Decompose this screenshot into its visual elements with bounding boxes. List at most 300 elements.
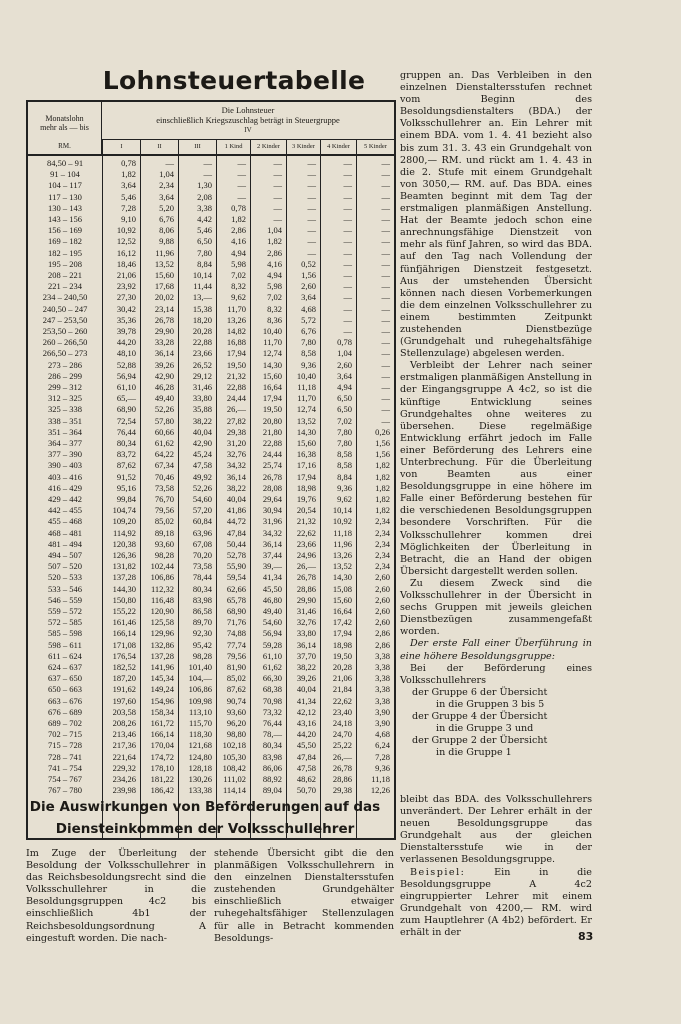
tax-value-cell: 12,74 xyxy=(262,348,282,359)
tax-value-cell: 2,34 xyxy=(375,516,390,527)
tax-value-cell: 39,— xyxy=(262,561,282,572)
tax-value-cell: 3,38 xyxy=(375,684,390,695)
wage-range-cell: 117 – 130 xyxy=(48,191,82,202)
tax-value-cell: — xyxy=(273,169,282,180)
tax-value-cell: 149,24 xyxy=(150,684,174,695)
tax-value-cell: 6,76 xyxy=(159,214,174,224)
tax-value-cell: 34,32 xyxy=(226,460,246,471)
article-subtitle-line1: Die Auswirkungen von Beförderungen auf das xyxy=(29,799,381,815)
tax-value-cell: — xyxy=(343,225,352,236)
tax-value-cell: 115,70 xyxy=(188,718,212,728)
bottom-column-right xyxy=(400,794,592,939)
table-row xyxy=(28,326,394,337)
wage-range-cell: 299 – 312 xyxy=(48,382,82,392)
tax-value-cell: 4,68 xyxy=(375,729,390,740)
right-column-paragraph: gruppen an. Das Verbleiben in den einzelnen Dienstaltersstufen rechnet vom Beginn des Besoldungsdienstalters (BDA.) der Volksschullehrer an. Ein Lehrer mit einem BDA. vom 1. 4. 41 bezieht also bis zum 31. 3. 43 ein Grundgehalt von 2800,— RM. und rückt am 1. 4. 43 in die 2. Stufe mit einem Grundgehalt von 3050,— RM. auf. Das BDA. eines Beamten beginnt mit dem Tag der erstmaligen planmäßigen Anstellung. Hat der Beamte jedoch schon eine anrechnungsfähige Dienstzeit von mehr als fünf Jahren, so wird das BDA. auf den Tag nach Vollendung der fünfjährigen Dienstzeit festgesetzt. Aus der umstehenden Übersicht können nach diesen Vorbemerkungen die dem einzelnen Volksschullehrer zu einem bestimmten Zeitpunkt zustehenden Dienstbezüge (Grundgehalt und ruhegehaltsfähige Stellenzulage) abgelesen werden. xyxy=(400,70,592,360)
tax-value-cell: 70,98 xyxy=(262,695,282,706)
tax-value-cell: 59,54 xyxy=(226,572,246,583)
right-column-paragraph: der Gruppe 2 der Übersicht xyxy=(412,735,548,747)
tax-value-cell: 1,56 xyxy=(375,449,390,460)
tax-value-cell: 26,— xyxy=(226,404,246,415)
tax-value-cell: — xyxy=(381,359,390,370)
tax-value-cell: 76,44 xyxy=(116,426,136,437)
tax-value-cell: 35,36 xyxy=(116,314,136,325)
wage-range-cell: 559 – 572 xyxy=(48,606,82,616)
tax-value-cell: 83,98 xyxy=(262,751,282,762)
tax-value-cell: 7,80 xyxy=(337,438,352,448)
tax-value-cell: 79,56 xyxy=(226,650,246,661)
tax-value-cell: 24,96 xyxy=(296,550,316,560)
table-row xyxy=(28,572,394,583)
tax-value-cell: 1,04 xyxy=(159,169,174,180)
tax-value-cell: 36,14 xyxy=(226,471,246,482)
tax-value-cell: 120,90 xyxy=(150,606,174,616)
tax-value-cell: 2,08 xyxy=(197,191,212,202)
tax-value-cell: 27,30 xyxy=(116,292,136,303)
wage-range-cell: 624 – 637 xyxy=(48,662,82,672)
tax-value-cell: 11,18 xyxy=(297,382,316,392)
tax-value-cell: 80,34 xyxy=(262,740,282,751)
table-row xyxy=(28,158,394,169)
tax-value-cell: 11,96 xyxy=(333,538,352,549)
tax-value-cell: 78,44 xyxy=(192,572,212,583)
tax-value-cell: 17,68 xyxy=(154,281,174,292)
tax-value-cell: 64,22 xyxy=(154,449,174,460)
tax-value-cell: 118,30 xyxy=(188,729,212,740)
month-header-line1: Monatslohn xyxy=(45,114,84,123)
column-header: 2 Kinder xyxy=(250,140,286,154)
column-header: 3 Kinder xyxy=(286,140,320,154)
wage-range-cell: 533 – 546 xyxy=(48,583,82,594)
tax-value-cell: 18,46 xyxy=(116,258,136,269)
tax-value-cell: 9,36 xyxy=(337,482,352,493)
tax-value-cell: 72,54 xyxy=(116,415,136,426)
tax-value-cell: 15,08 xyxy=(332,583,352,594)
tax-value-cell: 22,62 xyxy=(332,695,352,706)
tax-value-cell: 217,36 xyxy=(112,740,136,751)
tax-value-cell: 1,82 xyxy=(267,236,282,247)
tax-value-cell: 109,98 xyxy=(188,695,212,706)
tax-value-cell: 2,34 xyxy=(375,538,390,549)
tax-value-cell: — xyxy=(381,292,390,303)
table-row xyxy=(28,785,394,796)
tax-value-cell: 9,36 xyxy=(375,762,390,773)
wage-range-cell: 494 – 507 xyxy=(48,550,82,560)
table-row xyxy=(28,192,394,203)
tax-value-cell: 50,70 xyxy=(296,785,316,796)
tax-value-cell: 81,90 xyxy=(226,662,246,672)
tax-value-cell: — xyxy=(381,393,390,404)
tax-value-cell: 99,84 xyxy=(116,494,136,504)
tax-value-cell: 6,76 xyxy=(301,326,316,336)
tax-value-cell: 4,16 xyxy=(231,236,246,247)
page-title: Lohnsteuertabelle xyxy=(102,66,366,95)
tax-value-cell: 21,32 xyxy=(296,516,316,527)
tax-value-cell: 0,52 xyxy=(301,258,316,269)
table-row xyxy=(28,729,394,740)
tax-value-cell: 80,34 xyxy=(116,438,136,448)
tax-value-cell: 29,90 xyxy=(296,594,316,605)
wage-range-cell: 273 – 286 xyxy=(48,359,82,370)
tax-value-cell: 66,30 xyxy=(262,673,282,684)
table-row xyxy=(28,718,394,729)
tax-value-cell: — xyxy=(307,225,316,236)
tax-value-cell: 29,64 xyxy=(262,494,282,504)
wage-range-cell: 468 – 481 xyxy=(48,527,82,538)
tax-value-cell: 34,32 xyxy=(262,527,282,538)
tax-value-cell: 52,26 xyxy=(192,482,212,493)
tax-value-cell: 1,82 xyxy=(375,460,390,471)
tax-value-cell: 161,72 xyxy=(150,718,174,728)
table-row xyxy=(28,696,394,707)
table-row xyxy=(28,539,394,550)
tax-value-cell: 8,58 xyxy=(301,348,316,359)
tax-value-cell: 113,10 xyxy=(188,706,212,717)
tax-value-cell: — xyxy=(381,281,390,292)
tax-value-cell: 19,50 xyxy=(262,404,282,415)
tax-value-cell: 93,60 xyxy=(226,706,246,717)
wage-range-cell: 390 – 403 xyxy=(48,460,82,471)
tax-value-cell: — xyxy=(343,281,352,292)
tax-value-cell: 33,28 xyxy=(154,337,174,348)
tax-value-cell: 18,20 xyxy=(192,314,212,325)
tax-value-cell: 17,16 xyxy=(296,460,316,471)
tax-value-cell: — xyxy=(273,202,282,213)
tax-value-cell: 3,64 xyxy=(121,180,136,191)
tax-value-cell: 68,38 xyxy=(262,684,282,695)
tax-value-cell: 61,10 xyxy=(262,650,282,661)
tax-value-cell: 57,20 xyxy=(192,505,212,516)
tax-value-cell: — xyxy=(381,415,390,426)
tax-value-cell: 89,04 xyxy=(262,785,282,796)
tax-value-cell: 191,62 xyxy=(112,684,136,695)
tax-value-cell: 5,46 xyxy=(197,225,212,236)
tax-value-cell: 15,60 xyxy=(332,594,352,605)
bottom-column-middle xyxy=(214,848,394,945)
tax-value-cell: — xyxy=(381,169,390,180)
tax-value-cell: — xyxy=(203,169,212,180)
tax-value-cell: 106,86 xyxy=(150,572,174,583)
table-row xyxy=(28,707,394,718)
table-row xyxy=(28,203,394,214)
wage-range-cell: 481 – 494 xyxy=(48,538,82,549)
table-row xyxy=(28,584,394,595)
tax-value-cell: 50,44 xyxy=(226,538,246,549)
tax-value-cell: 92,30 xyxy=(192,628,212,639)
wage-range-cell: 611 – 624 xyxy=(48,650,82,661)
right-column-paragraph: der Gruppe 6 der Übersicht xyxy=(412,686,548,698)
table-row xyxy=(28,259,394,270)
tax-value-cell: 85,02 xyxy=(154,516,174,527)
tax-value-cell: 203,58 xyxy=(112,706,136,717)
tax-value-cell: 9,62 xyxy=(231,292,246,303)
tax-value-cell: 108,42 xyxy=(222,762,246,773)
wage-range-cell: 84,50 – 91 xyxy=(46,158,84,168)
tax-value-cell: 1,04 xyxy=(267,225,282,236)
group-header xyxy=(102,102,394,140)
tax-value-cell: 2,34 xyxy=(375,527,390,538)
tax-value-cell: — xyxy=(237,158,246,168)
tax-value-cell: 7,02 xyxy=(267,292,282,303)
table-row xyxy=(28,416,394,427)
tax-value-cell: 19,50 xyxy=(226,359,246,370)
tax-value-cell: 102,18 xyxy=(222,740,246,751)
wage-range-cell: 455 – 468 xyxy=(48,516,82,527)
tax-value-cell: 65,78 xyxy=(226,594,246,605)
tax-value-cell: 6,50 xyxy=(197,236,212,247)
tax-value-cell: 21,06 xyxy=(332,673,352,684)
tax-value-cell: 76,70 xyxy=(154,494,174,504)
tax-value-cell: — xyxy=(381,348,390,359)
table-row xyxy=(28,561,394,572)
wage-range-cell: 377 – 390 xyxy=(48,449,82,460)
tax-value-cell: 11,18 xyxy=(333,527,352,538)
wage-range-cell: 663 – 676 xyxy=(48,695,82,706)
tax-value-cell: 2,86 xyxy=(375,628,390,639)
tax-value-cell: 104,— xyxy=(188,673,212,684)
tax-value-cell: 41,34 xyxy=(262,572,282,583)
tax-value-cell: 38,22 xyxy=(296,662,316,672)
tax-value-cell: — xyxy=(381,247,390,258)
tax-value-cell: 178,10 xyxy=(150,762,174,773)
tax-value-cell: — xyxy=(237,169,246,180)
table-row xyxy=(28,225,394,236)
tax-value-cell: 11,70 xyxy=(263,337,282,348)
tax-value-cell: 61,62 xyxy=(262,662,282,672)
example-text: Ein in die Besoldungsgruppe A 4c2 eingruppierter Lehrer mit einem Grundgehalt von 4200,— RM. wird zum Hauptlehrer (A 4b2) befördert. Er erhält in der xyxy=(400,866,592,939)
tax-value-cell: 116,48 xyxy=(150,594,174,605)
tax-value-cell: 39,26 xyxy=(296,673,316,684)
right-column-paragraph: in die Gruppen 3 bis 5 xyxy=(436,698,545,710)
tax-value-cell: 0,78 xyxy=(231,202,246,213)
tax-value-cell: 121,68 xyxy=(188,740,212,751)
tax-value-cell: 10,92 xyxy=(116,225,136,236)
tax-value-cell: 20,54 xyxy=(296,505,316,516)
tax-value-cell: 3,64 xyxy=(301,292,316,303)
tax-value-cell: — xyxy=(343,214,352,224)
tax-value-cell: 55,90 xyxy=(226,561,246,572)
tax-value-cell: 28,86 xyxy=(332,774,352,784)
tax-value-cell: 39,26 xyxy=(154,359,174,370)
tax-value-cell: 181,22 xyxy=(150,774,174,784)
tax-value-cell: 3,90 xyxy=(375,706,390,717)
tax-value-cell: 125,58 xyxy=(150,617,174,628)
tax-value-cell: 48,62 xyxy=(296,774,316,784)
tax-value-cell: 23,92 xyxy=(116,281,136,292)
table-row xyxy=(28,460,394,471)
table-row xyxy=(28,763,394,774)
tax-value-cell: 10,14 xyxy=(192,270,212,280)
wage-range-cell: 429 – 442 xyxy=(48,494,82,504)
table-row xyxy=(28,606,394,617)
tax-value-cell: — xyxy=(343,180,352,191)
tax-value-cell: 26,78 xyxy=(262,471,282,482)
tax-value-cell: 26,78 xyxy=(154,314,174,325)
tax-value-cell: — xyxy=(381,314,390,325)
table-row xyxy=(28,505,394,516)
tax-value-cell: 61,62 xyxy=(154,438,174,448)
tax-value-cell: 8,06 xyxy=(159,225,174,236)
tax-value-cell: 78,— xyxy=(262,729,282,740)
wage-range-cell: 91 – 104 xyxy=(50,169,80,180)
tax-value-cell: 79,56 xyxy=(154,505,174,516)
tax-value-cell: 73,58 xyxy=(192,561,212,572)
tax-value-cell: 13,26 xyxy=(332,550,352,560)
tax-value-cell: 86,58 xyxy=(192,606,212,616)
bottom-left-paragraph: Im Zuge der Überleitung der Besoldung der Volksschullehrer in das Reichsbesoldungsrecht sind die Volksschullehrer in die Besoldungsgruppen 4c2 bis einschließlich 4b1 der Reichsbesoldungsordnung A eingestuft worden. Die nach- xyxy=(26,848,206,944)
tax-value-cell: 16,64 xyxy=(332,606,352,616)
tax-value-cell: 95,16 xyxy=(116,482,136,493)
tax-value-cell: — xyxy=(381,180,390,191)
tax-value-cell: 144,30 xyxy=(112,583,136,594)
tax-value-cell: 61,10 xyxy=(116,382,136,392)
tax-value-cell: 22,88 xyxy=(192,337,212,348)
tax-value-cell: 38,22 xyxy=(192,415,212,426)
tax-value-cell: 49,40 xyxy=(154,393,174,404)
tax-value-cell: 3,90 xyxy=(375,718,390,728)
tax-value-cell: 26,78 xyxy=(332,762,352,773)
tax-value-cell: 155,22 xyxy=(112,606,136,616)
tax-value-cell: — xyxy=(343,236,352,247)
tax-value-cell: 25,74 xyxy=(262,460,282,471)
tax-value-cell: 229,32 xyxy=(112,762,136,773)
tax-value-cell: 26,78 xyxy=(296,572,316,583)
tax-value-cell: 36,14 xyxy=(296,639,316,650)
article-subtitle xyxy=(12,796,398,840)
wage-range-cell: 767 – 780 xyxy=(48,785,82,796)
tax-value-cell: 83,72 xyxy=(116,449,136,460)
tax-value-cell: — xyxy=(381,236,390,247)
table-row xyxy=(28,628,394,639)
example-label: Beispiel: xyxy=(410,866,466,878)
table-row xyxy=(28,382,394,393)
tax-value-cell: 98,28 xyxy=(154,550,174,560)
tax-value-cell: — xyxy=(381,382,390,392)
tax-value-cell: 2,86 xyxy=(375,639,390,650)
tax-value-cell: 49,40 xyxy=(262,606,282,616)
tax-value-cell: 0,26 xyxy=(375,426,390,437)
wage-range-cell: 221 – 234 xyxy=(48,281,82,292)
wage-range-cell: 754 – 767 xyxy=(48,774,82,784)
tax-value-cell: 6,50 xyxy=(337,404,352,415)
tax-value-cell: — xyxy=(273,158,282,168)
tax-value-cell: 54,60 xyxy=(192,494,212,504)
wage-range-cell: 403 – 416 xyxy=(48,471,82,482)
bottom-right-paragraph-1: bleibt das BDA. des Volksschullehrers unverändert. Der Lehrer erhält in der neuen Besoldungsgruppe das Grundgehalt aus der gleichen Dienstaltersstufe wie in der verlassenen Besoldungsgruppe. xyxy=(400,794,592,866)
tax-value-cell: — xyxy=(343,292,352,303)
table-row xyxy=(28,640,394,651)
tax-value-cell: 45,24 xyxy=(192,449,212,460)
tax-value-cell: 40,04 xyxy=(226,494,246,504)
table-row xyxy=(28,550,394,561)
tax-value-cell: 131,82 xyxy=(112,561,136,572)
tax-value-cell: 1,30 xyxy=(197,180,212,191)
tax-value-cell: 40,04 xyxy=(296,684,316,695)
tax-value-cell: — xyxy=(307,180,316,191)
column-header: 4 Kinder xyxy=(320,140,356,154)
wage-range-cell: 676 – 689 xyxy=(48,706,82,717)
tax-value-cell: 16,12 xyxy=(116,247,136,258)
tax-value-cell: 10,40 xyxy=(262,326,282,336)
right-column-paragraph: Zu diesem Zweck sind die Volksschullehrer in der Übersicht in sechs Gruppen mit jeweils gleichen Dienstbezügen zusammengefaßt worden. xyxy=(400,577,592,638)
tax-value-cell: 13,52 xyxy=(296,415,316,426)
tax-value-cell: 14,82 xyxy=(226,326,246,336)
tax-value-cell: 26,— xyxy=(332,751,352,762)
tax-value-cell: 104,74 xyxy=(112,505,136,516)
tax-value-cell: 2,60 xyxy=(301,281,316,292)
tax-value-cell: — xyxy=(307,214,316,224)
tax-value-cell: 2,60 xyxy=(375,617,390,628)
tax-value-cell: — xyxy=(307,158,316,168)
tax-value-cell: 9,36 xyxy=(301,359,316,370)
tax-value-cell: 90,74 xyxy=(226,695,246,706)
table-row xyxy=(28,494,394,505)
wage-range-cell: 338 – 351 xyxy=(48,415,82,426)
tax-value-cell: 87,62 xyxy=(116,460,136,471)
tax-value-cell: 129,96 xyxy=(150,628,174,639)
tax-value-cell: 1,56 xyxy=(375,438,390,448)
tax-value-cell: 29,38 xyxy=(332,785,352,796)
tax-value-cell: 7,02 xyxy=(231,270,246,280)
tax-value-cell: 102,44 xyxy=(150,561,174,572)
tax-value-cell: 15,60 xyxy=(262,370,282,381)
tax-value-cell: 0,78 xyxy=(337,337,352,348)
tax-table xyxy=(26,100,396,840)
tax-value-cell: 11,44 xyxy=(193,281,212,292)
tax-value-cell: 41,86 xyxy=(226,505,246,516)
tax-value-cell: 21,06 xyxy=(116,270,136,280)
tax-value-cell: 11,18 xyxy=(371,774,390,784)
table-row xyxy=(28,472,394,483)
tax-value-cell: 9,10 xyxy=(121,214,136,224)
table-row xyxy=(28,270,394,281)
wage-range-cell: 637 – 650 xyxy=(48,673,82,684)
tax-value-cell: 1,82 xyxy=(231,214,246,224)
tax-value-cell: — xyxy=(343,270,352,280)
tax-value-cell: 4,94 xyxy=(337,382,352,392)
tax-value-cell: 42,90 xyxy=(192,438,212,448)
tax-value-cell: 95,42 xyxy=(192,639,212,650)
tax-value-cell: 1,82 xyxy=(375,482,390,493)
tax-value-cell: 8,84 xyxy=(197,258,212,269)
tax-value-cell: 171,08 xyxy=(112,639,136,650)
tax-value-cell: — xyxy=(343,191,352,202)
tax-value-cell: 166,14 xyxy=(150,729,174,740)
tax-value-cell: 60,84 xyxy=(192,516,212,527)
tax-value-cell: — xyxy=(381,202,390,213)
tax-value-cell: 106,86 xyxy=(188,684,212,695)
tax-value-cell: 221,64 xyxy=(112,751,136,762)
tax-value-cell: 52,26 xyxy=(154,404,174,415)
tax-value-cell: 3,38 xyxy=(375,673,390,684)
tax-value-cell: 13,52 xyxy=(154,258,174,269)
tax-value-cell: 126,36 xyxy=(112,550,136,560)
tax-value-cell: 154,96 xyxy=(150,695,174,706)
tax-value-cell: 52,88 xyxy=(116,359,136,370)
table-row xyxy=(28,248,394,259)
tax-value-cell: 186,42 xyxy=(150,785,174,796)
tax-value-cell: 12,52 xyxy=(116,236,136,247)
wage-range-cell: 312 – 325 xyxy=(48,393,82,404)
table-row xyxy=(28,315,394,326)
wage-range-cell: 266,50 – 273 xyxy=(42,348,88,359)
tax-value-cell: 213,46 xyxy=(112,729,136,740)
wage-range-cell: 325 – 338 xyxy=(48,404,82,415)
tax-value-cell: — xyxy=(381,404,390,415)
wage-range-cell: 351 – 364 xyxy=(48,426,82,437)
tax-value-cell: — xyxy=(381,158,390,168)
wage-range-cell: 650 – 663 xyxy=(48,684,82,695)
